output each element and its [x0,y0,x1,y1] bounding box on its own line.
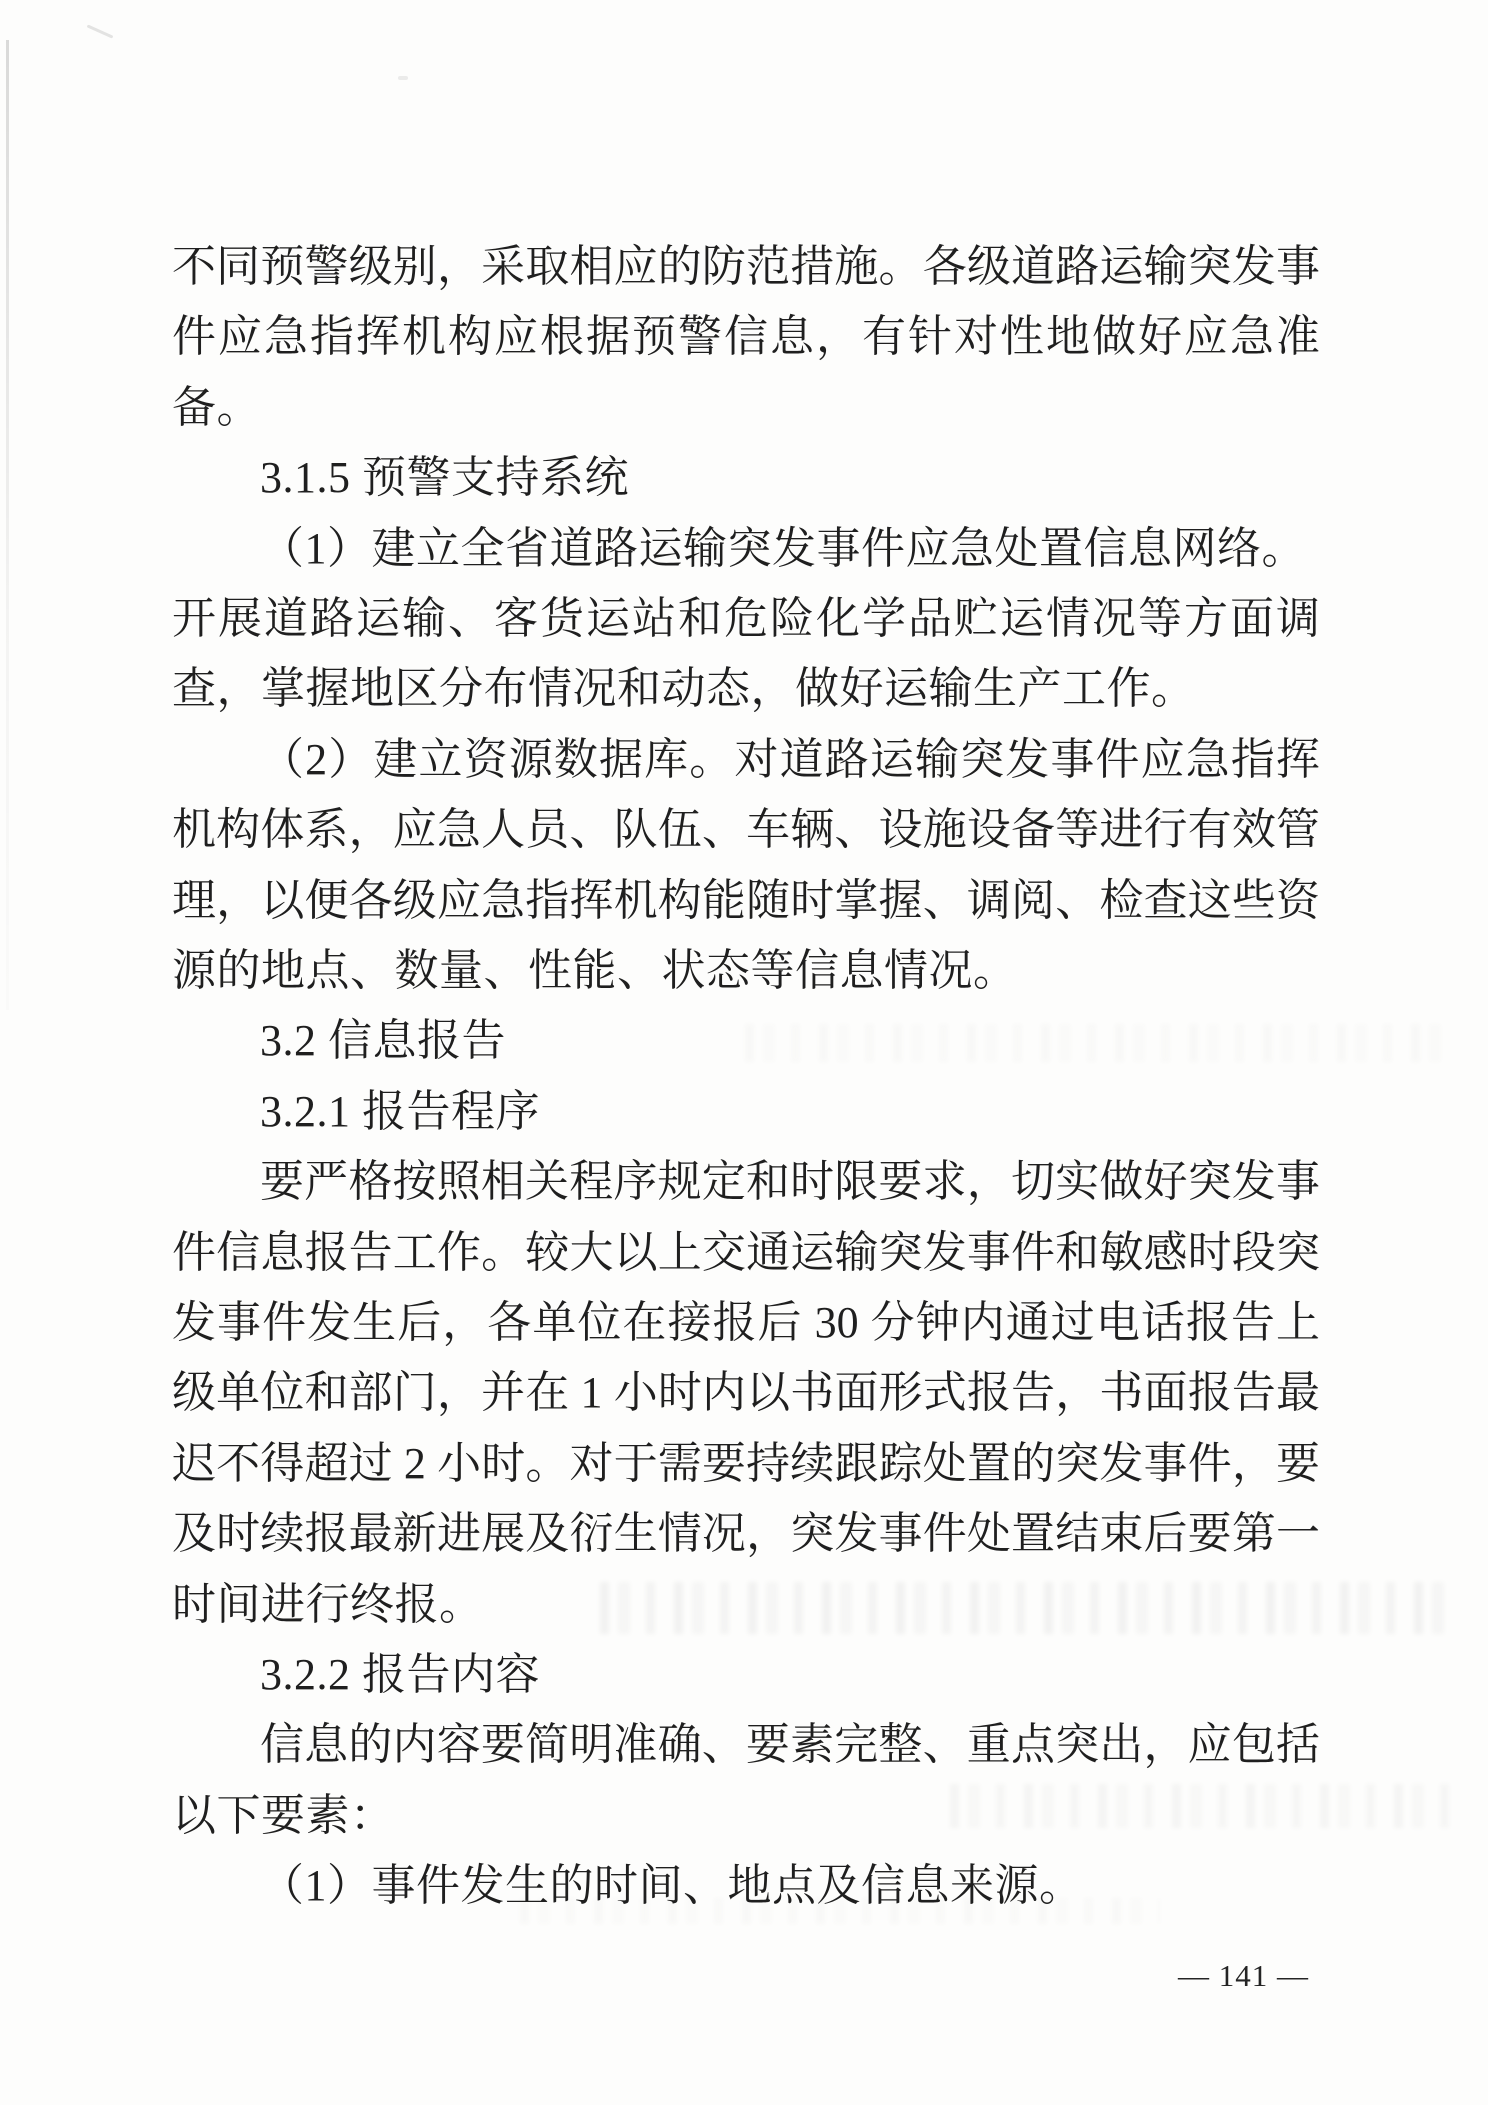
text-line: 查，掌握地区分布情况和动态，做好运输生产工作。 [172,664,1196,714]
text-line: 及时续报最新进展及衍生情况，突发事件处置结束后要第一 [172,1509,1320,1559]
text-line: 不同预警级别，采取相应的防范措施。各级道路运输突发事 [172,242,1320,291]
text-line: 机构体系，应急人员、队伍、车辆、设施设备等进行有效管 [172,805,1320,855]
text-line: 理，以便各级应急指挥机构能随时掌握、调阅、检查这些资 [172,875,1320,925]
section-heading-3-2: 3.2 信息报告 [260,1016,506,1066]
text-line: 信息的内容要简明准确、要素完整、重点突出，应包括 [260,1720,1320,1770]
text-line: 迟不得超过 2 小时。对于需要持续跟踪处置的突发事件，要 [172,1438,1320,1488]
page-number: — 141 — [1178,1958,1309,1993]
text-line: 开展道路运输、客货运站和危险化学品贮运情况等方面调 [172,594,1320,643]
text-line: 要严格按照相关程序规定和时限要求，切实做好突发事 [260,1157,1320,1207]
scan-speck [398,76,408,80]
text-line: 发事件发生后，各单位在接报后 30 分钟内通过电话报告上 [172,1297,1320,1347]
text-line: 件信息报告工作。较大以上交通运输突发事件和敏感时段突 [172,1227,1320,1277]
section-heading-3-2-2: 3.2.2 报告内容 [260,1649,540,1699]
text-line: 级单位和部门，并在 1 小时内以书面形式报告，书面报告最 [172,1368,1320,1418]
scan-speck [87,24,114,38]
text-line: 件应急指挥机构应根据预警信息，有针对性地做好应急准 [172,312,1320,362]
text-line: 源的地点、数量、性能、状态等信息情况。 [172,945,1018,995]
scan-edge-artifact [6,40,9,1010]
text-line: （1）建立全省道路运输突发事件应急处置信息网络。 [260,523,1306,573]
text-line: 以下要素： [172,1790,395,1840]
text-line: （2）建立资源数据库。对道路运输突发事件应急指挥 [260,734,1320,784]
text-line: 时间进行终报。 [172,1579,484,1629]
text-line: 备。 [172,382,261,432]
section-heading-3-1-5: 3.1.5 预警支持系统 [260,453,629,503]
document-body [172,232,1320,1922]
section-heading-3-2-1: 3.2.1 报告程序 [260,1086,540,1136]
text-line: （1）事件发生的时间、地点及信息来源。 [260,1861,1084,1911]
